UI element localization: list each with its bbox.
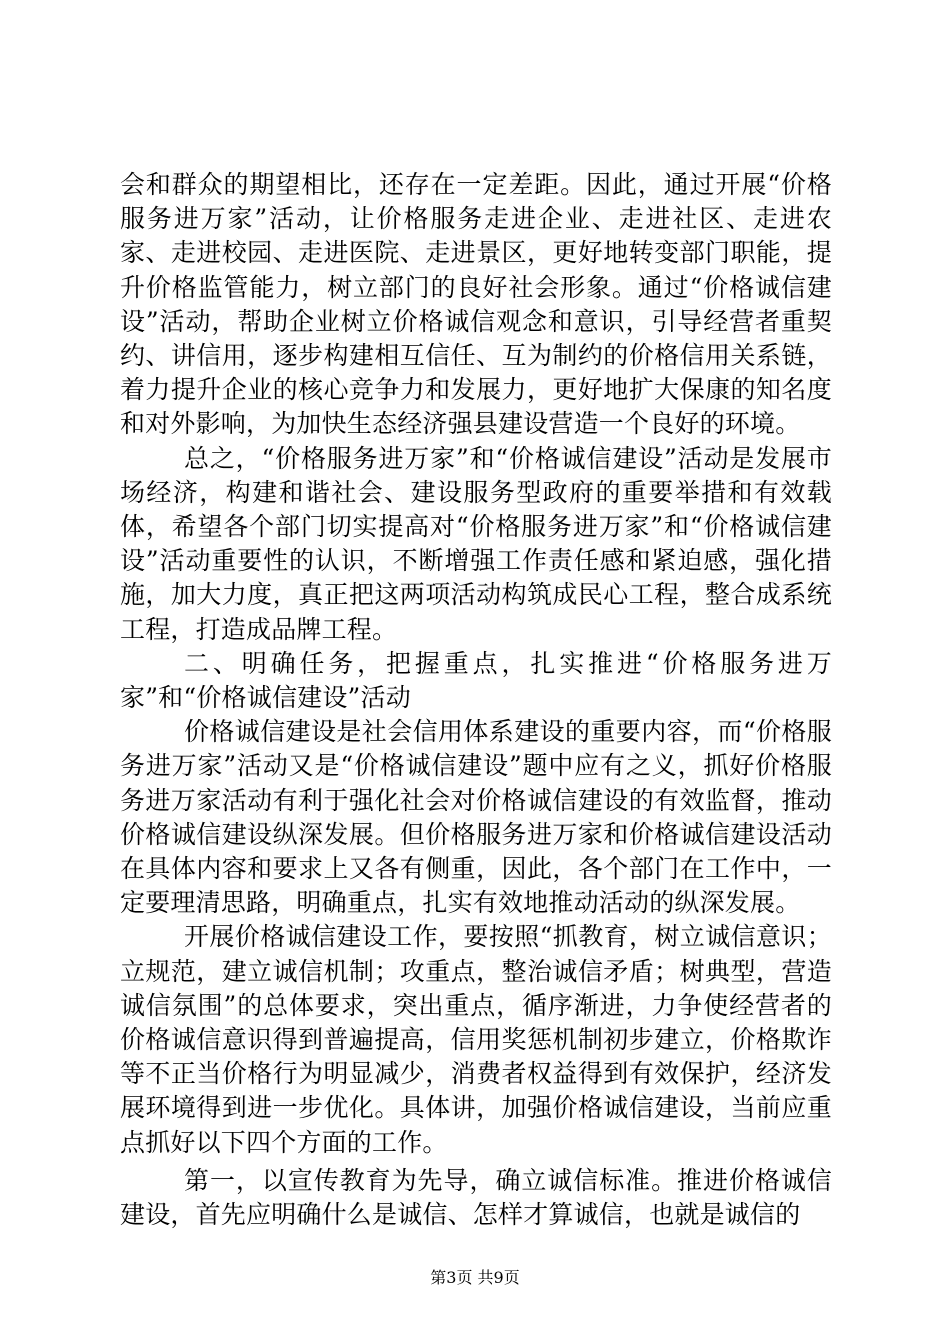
document-body <box>120 168 832 1232</box>
page-number-footer: 第3页 共9页 <box>430 1268 520 1287</box>
paragraph-3: 价格诚信建设是社会信用体系建设的重要内容，而“价格服务进万家”活动又是“价格诚信建设”题中应有之义，抓好价格服务进万家活动有利于强化社会对价格诚信建设的有效监督，推动价格诚信建设纵深发展。但价格服务进万家和价格诚信建设活动在具体内容和要求上又各有侧重，因此，各个部门在工作中，一定要理清思路，明确重点，扎实有效地推动活动的纵深发展。 <box>120 717 832 918</box>
paragraph-2: 总之，“价格服务进万家”和“价格诚信建设”活动是发展市场经济，构建和谐社会、建设服务型政府的重要举措和有效载体，希望各个部门切实提高对“价格服务进万家”和“价格诚信建设”活动重要性的认识，不断增强工作责任感和紧迫感，强化措施，加大力度，真正把这两项活动构筑成民心工程，整合成系统工程，打造成品牌工程。 <box>120 443 832 644</box>
section-heading: 二、明确任务，把握重点，扎实推进“价格服务进万家”和“价格诚信建设”活动 <box>120 648 832 713</box>
paragraph-4: 开展价格诚信建设工作，要按照“抓教育，树立诚信意识；立规范，建立诚信机制；攻重点，整治诚信矛盾；树典型，营造诚信氛围”的总体要求，突出重点，循序渐进，力争使经营者的价格诚信意识得到普遍提高，信用奖惩机制初步建立，价格欺诈等不正当价格行为明显减少，消费者权益得到有效保护，经济发展环境得到进一步优化。具体讲，加强价格诚信建设，当前应重点抓好以下四个方面的工作。 <box>120 922 832 1157</box>
paragraph-1: 会和群众的期望相比，还存在一定差距。因此，通过开展“价格服务进万家”活动，让价格服务走进企业、走进社区、走进农家、走进校园、走进医院、走进景区，更好地转变部门职能，提升价格监管能力，树立部门的良好社会形象。通过“价格诚信建设”活动，帮助企业树立价格诚信观念和意识，引导经营者重契约、讲信用，逐步构建相互信任、互为制约的价格信用关系链，着力提升企业的核心竞争力和发展力，更好地扩大保康的知名度和对外影响，为加快生态经济强县建设营造一个良好的环境。 <box>120 170 832 439</box>
paragraph-5: 第一，以宣传教育为先导，确立诚信标准。推进价格诚信建设，首先应明确什么是诚信、怎样才算诚信，也就是诚信的 <box>120 1165 832 1230</box>
